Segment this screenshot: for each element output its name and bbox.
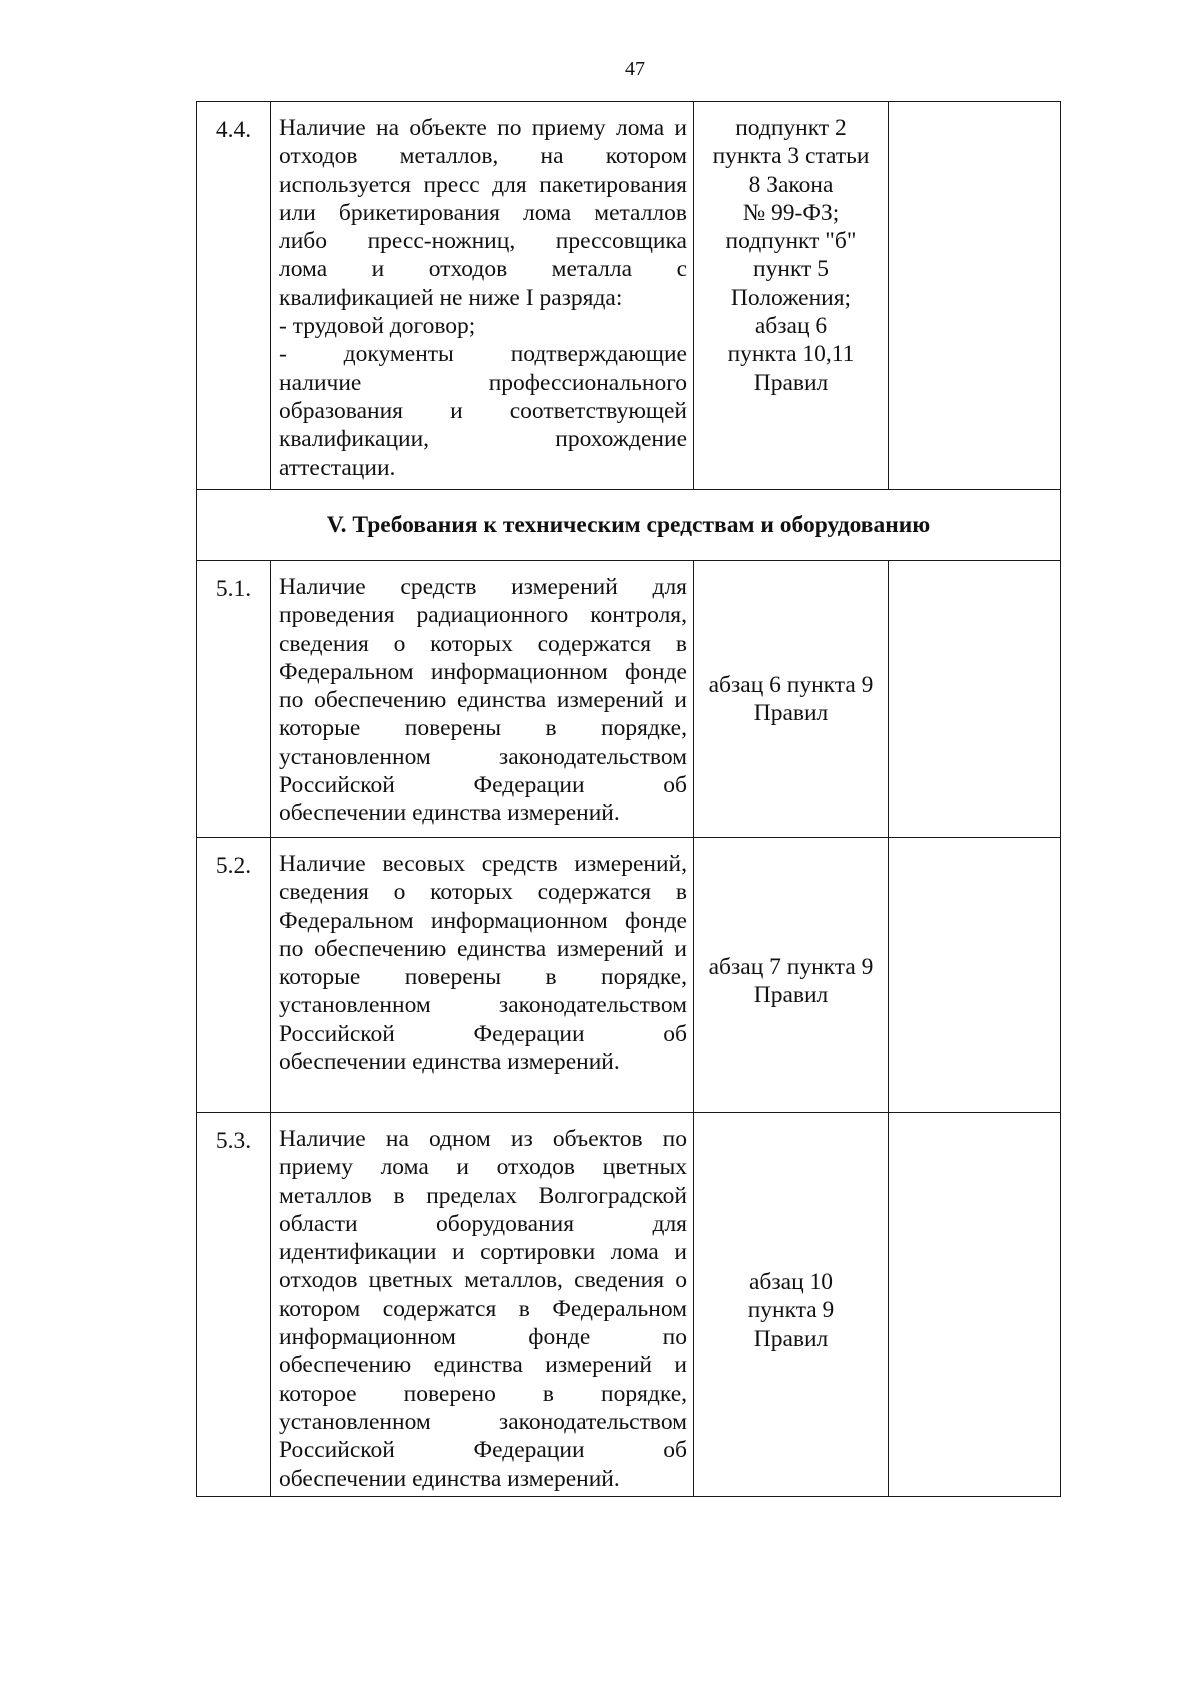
- description-line: по обеспечению единства измерений и: [279, 687, 687, 714]
- description-line: или брикетирования лома металлов: [279, 199, 687, 226]
- reference-line: абзац 10: [748, 1268, 834, 1295]
- description-line: Наличие средств измерений для: [279, 574, 687, 600]
- empty-cell: [889, 1113, 1061, 1497]
- row-number: 5.3.: [197, 1113, 271, 1497]
- row-number: 5.2.: [197, 838, 271, 1113]
- table-row: [197, 838, 1061, 1113]
- description-line: которое поверено в порядке,: [279, 1380, 687, 1407]
- reference-line: пункта 10,11: [727, 341, 855, 368]
- description-line: Наличие весовых средств измерений,: [279, 851, 687, 877]
- requirement-description: [271, 838, 694, 1113]
- description-line: - документы подтверждающие: [279, 341, 687, 368]
- legal-reference: [694, 561, 889, 838]
- description-line: обеспечении единства измерений.: [279, 800, 620, 827]
- table-row: [197, 1113, 1061, 1497]
- description-line: лома и отходов металла с: [279, 256, 687, 283]
- description-line: установленном законодательством: [279, 992, 687, 1019]
- description-line: обеспечению единства измерений и: [279, 1352, 687, 1379]
- reference-line: абзац 6: [754, 313, 828, 340]
- row-number: 5.1.: [197, 561, 271, 838]
- description-line: обеспечении единства измерений.: [279, 1049, 620, 1076]
- empty-cell: [889, 561, 1061, 838]
- table-row: [197, 102, 1061, 490]
- description-line: области оборудования для: [279, 1210, 687, 1237]
- description-line: аттестации.: [279, 454, 396, 481]
- description-line: установленном законодательством: [279, 743, 687, 770]
- description-line: обеспечении единства измерений.: [279, 1465, 620, 1492]
- legal-reference: [694, 1113, 889, 1497]
- reference-line: абзац 6 пункта 9: [708, 671, 874, 698]
- description-line: Федеральном информационном фонде: [279, 658, 687, 685]
- reference-line: № 99-ФЗ;: [742, 199, 840, 226]
- reference-line: Правил: [753, 982, 829, 1008]
- description-line: квалификацией не ниже I разряда:: [279, 284, 623, 311]
- reference-line: Положения;: [730, 284, 852, 311]
- description-line: отходов цветных металлов, сведения о: [279, 1267, 687, 1294]
- description-line: по обеспечению единства измерений и: [279, 935, 687, 962]
- description-line: сведения о которых содержатся в: [279, 630, 687, 657]
- description-line: которые поверены в порядке,: [279, 715, 687, 742]
- reference-line: пункт 5: [753, 256, 829, 283]
- section-row: [197, 490, 1061, 561]
- reference-line: подпункт "б": [725, 228, 857, 255]
- requirement-description: [271, 1113, 694, 1497]
- description-line: Наличие на одном из объектов по: [279, 1126, 687, 1152]
- description-line: идентификации и сортировки лома и: [279, 1239, 687, 1266]
- reference-line: абзац 7 пункта 9: [708, 953, 874, 980]
- description-line: которые поверены в порядке,: [279, 964, 687, 991]
- description-line: образования и соответствующей: [279, 397, 687, 424]
- reference-line: пункта 9: [747, 1297, 835, 1324]
- description-line: Российской Федерации об: [279, 1437, 687, 1464]
- description-line: используется пресс для пакетирования: [279, 171, 687, 198]
- description-line: Российской Федерации об: [279, 1020, 687, 1047]
- description-line: наличие профессионального: [279, 369, 687, 396]
- description-line: отходов металлов, на котором: [279, 143, 687, 170]
- table-row: [197, 561, 1061, 838]
- reference-line: Правил: [753, 369, 829, 396]
- description-line: Федеральном информационном фонде: [279, 907, 687, 934]
- description-line: Российской Федерации об: [279, 772, 687, 799]
- empty-cell: [889, 102, 1061, 490]
- page-number: 47: [625, 58, 645, 80]
- reference-line: пункта 3 статьи: [712, 143, 870, 170]
- description-line: приему лома и отходов цветных: [279, 1154, 687, 1181]
- description-line: Наличие на объекте по приему лома и: [279, 115, 687, 141]
- reference-line: подпункт 2: [735, 115, 847, 141]
- requirement-description: [271, 561, 694, 838]
- description-line: металлов в пределах Волгоградской: [279, 1182, 687, 1209]
- description-line: либо пресс-ножниц, прессовщика: [279, 228, 687, 255]
- section-title: V. Требования к техническим средствам и оборудованию: [197, 490, 1061, 561]
- description-line: установленном законодательством: [279, 1408, 687, 1435]
- requirements-table: [196, 101, 1061, 1497]
- description-line: - трудовой договор;: [279, 313, 476, 340]
- legal-reference: [694, 838, 889, 1113]
- reference-line: Правил: [753, 1325, 829, 1352]
- legal-reference: [694, 102, 889, 490]
- row-number: 4.4.: [197, 102, 271, 490]
- reference-line: Правил: [753, 700, 829, 726]
- description-line: сведения о которых содержатся в: [279, 879, 687, 906]
- description-line: квалификации, прохождение: [279, 426, 687, 453]
- description-line: проведения радиационного контроля,: [279, 602, 687, 629]
- description-line: информационном фонде по: [279, 1324, 687, 1351]
- empty-cell: [889, 838, 1061, 1113]
- reference-line: 8 Закона: [748, 171, 834, 198]
- description-line: котором содержатся в Федеральном: [279, 1295, 687, 1322]
- requirement-description: [271, 102, 694, 490]
